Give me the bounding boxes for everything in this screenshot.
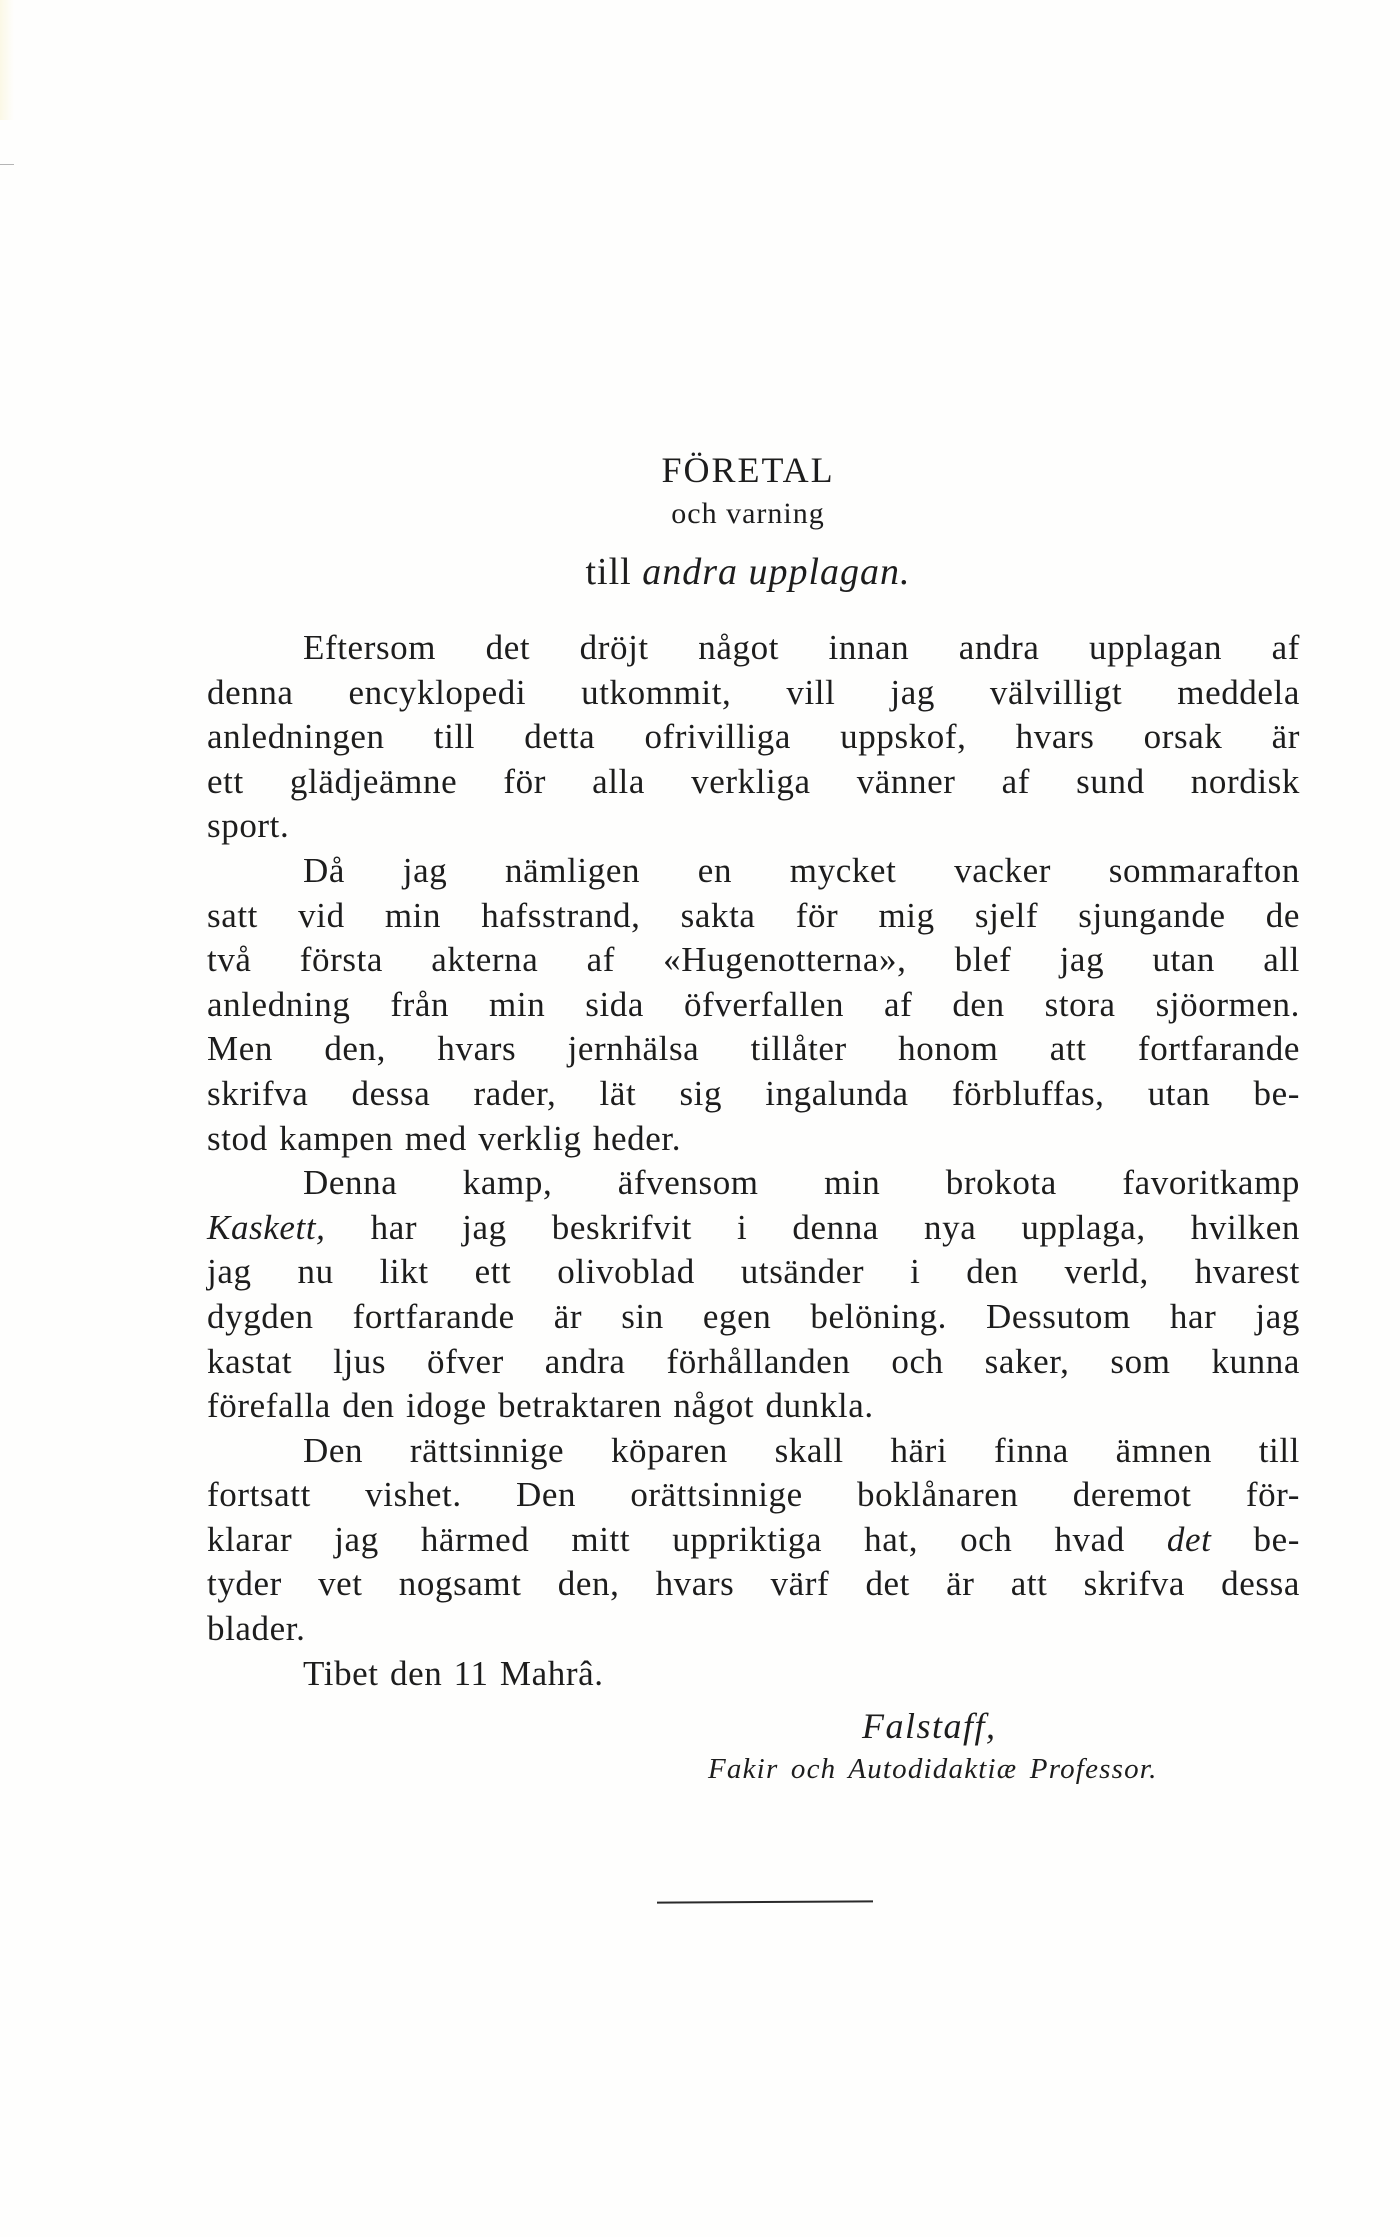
- section-divider: [657, 1900, 873, 1903]
- signature-title: Fakir och Autodidaktiæ Professor.: [708, 1753, 1158, 1785]
- text-line: Den rättsinnige köparen skall häri finna ämnen till: [303, 1430, 1300, 1470]
- page-title: FÖRETAL: [661, 450, 835, 490]
- text-line: Då jag nämligen en mycket vacker sommarafton: [303, 850, 1300, 890]
- text-line: fortsatt vishet. Den orättsinnige boklånaren deremot för-: [207, 1475, 1300, 1515]
- text-line: denna encyklopedi utkommit, vill jag välvilligt meddela: [207, 672, 1300, 712]
- text-line: stod kampen med verklig heder.: [207, 1118, 682, 1158]
- subtitle-italic: andra upplagan.: [642, 551, 911, 593]
- text-line: dygden fortfarande är sin egen belöning. Dessutom har jag: [207, 1296, 1300, 1336]
- text-line: kastat ljus öfver andra förhållanden och saker, som kunna: [207, 1341, 1300, 1381]
- text-line: satt vid min hafsstrand, sakta för mig sjelf sjungande de: [207, 895, 1300, 935]
- text-line: blader.: [207, 1609, 306, 1649]
- text-line: förefalla den idoge betraktaren något dunkla.: [207, 1386, 874, 1426]
- text-line: tyder vet nogsamt den, hvars värf det är att skrifva dessa: [207, 1564, 1300, 1604]
- scan-tick-mark: [0, 164, 14, 165]
- text-fragment: har jag beskrifvit i denna nya upplaga, hvilken: [325, 1207, 1300, 1247]
- signature-name: Falstaff,: [862, 1706, 997, 1746]
- text-line: ett glädjeämne för alla verkliga vänner af sund nordisk: [207, 761, 1300, 801]
- page-subtitle-edition: [48, 548, 1400, 596]
- subtitle-prefix: till: [585, 551, 632, 593]
- text-fragment: be-: [1211, 1519, 1300, 1559]
- preface-body: [207, 626, 1300, 1696]
- scan-edge-artifact: [0, 0, 14, 120]
- page-subtitle: och varning: [671, 497, 825, 530]
- text-line: anledningen till detta ofrivilliga uppskof, hvars orsak är: [207, 717, 1300, 757]
- text-line: jag nu likt ett olivoblad utsänder i den verld, hvarest: [207, 1252, 1300, 1292]
- text-line: [207, 1518, 1300, 1563]
- text-line: Eftersom det dröjt något innan andra upplagan af: [303, 628, 1300, 667]
- text-line: två första akterna af «Hugenotterna», blef jag utan all: [207, 940, 1300, 980]
- dateline: Tibet den 11 Mahrâ.: [303, 1653, 604, 1693]
- text-fragment: klarar jag härmed mitt uppriktiga hat, och hvad: [207, 1519, 1167, 1559]
- italic-word: det: [1166, 1519, 1212, 1559]
- italic-word: Kaskett,: [207, 1207, 326, 1247]
- text-line: Men den, hvars jernhälsa tillåter honom att fortfarande: [207, 1029, 1300, 1069]
- text-line: sport.: [207, 806, 290, 846]
- text-line: anledning från min sida öfverfallen af den stora sjöormen.: [207, 984, 1300, 1024]
- text-line: Denna kamp, äfvensom min brokota favoritkamp: [303, 1163, 1300, 1203]
- text-line: skrifva dessa rader, lät sig ingalunda förbluffas, utan be-: [207, 1073, 1300, 1113]
- text-line: [207, 1206, 1300, 1251]
